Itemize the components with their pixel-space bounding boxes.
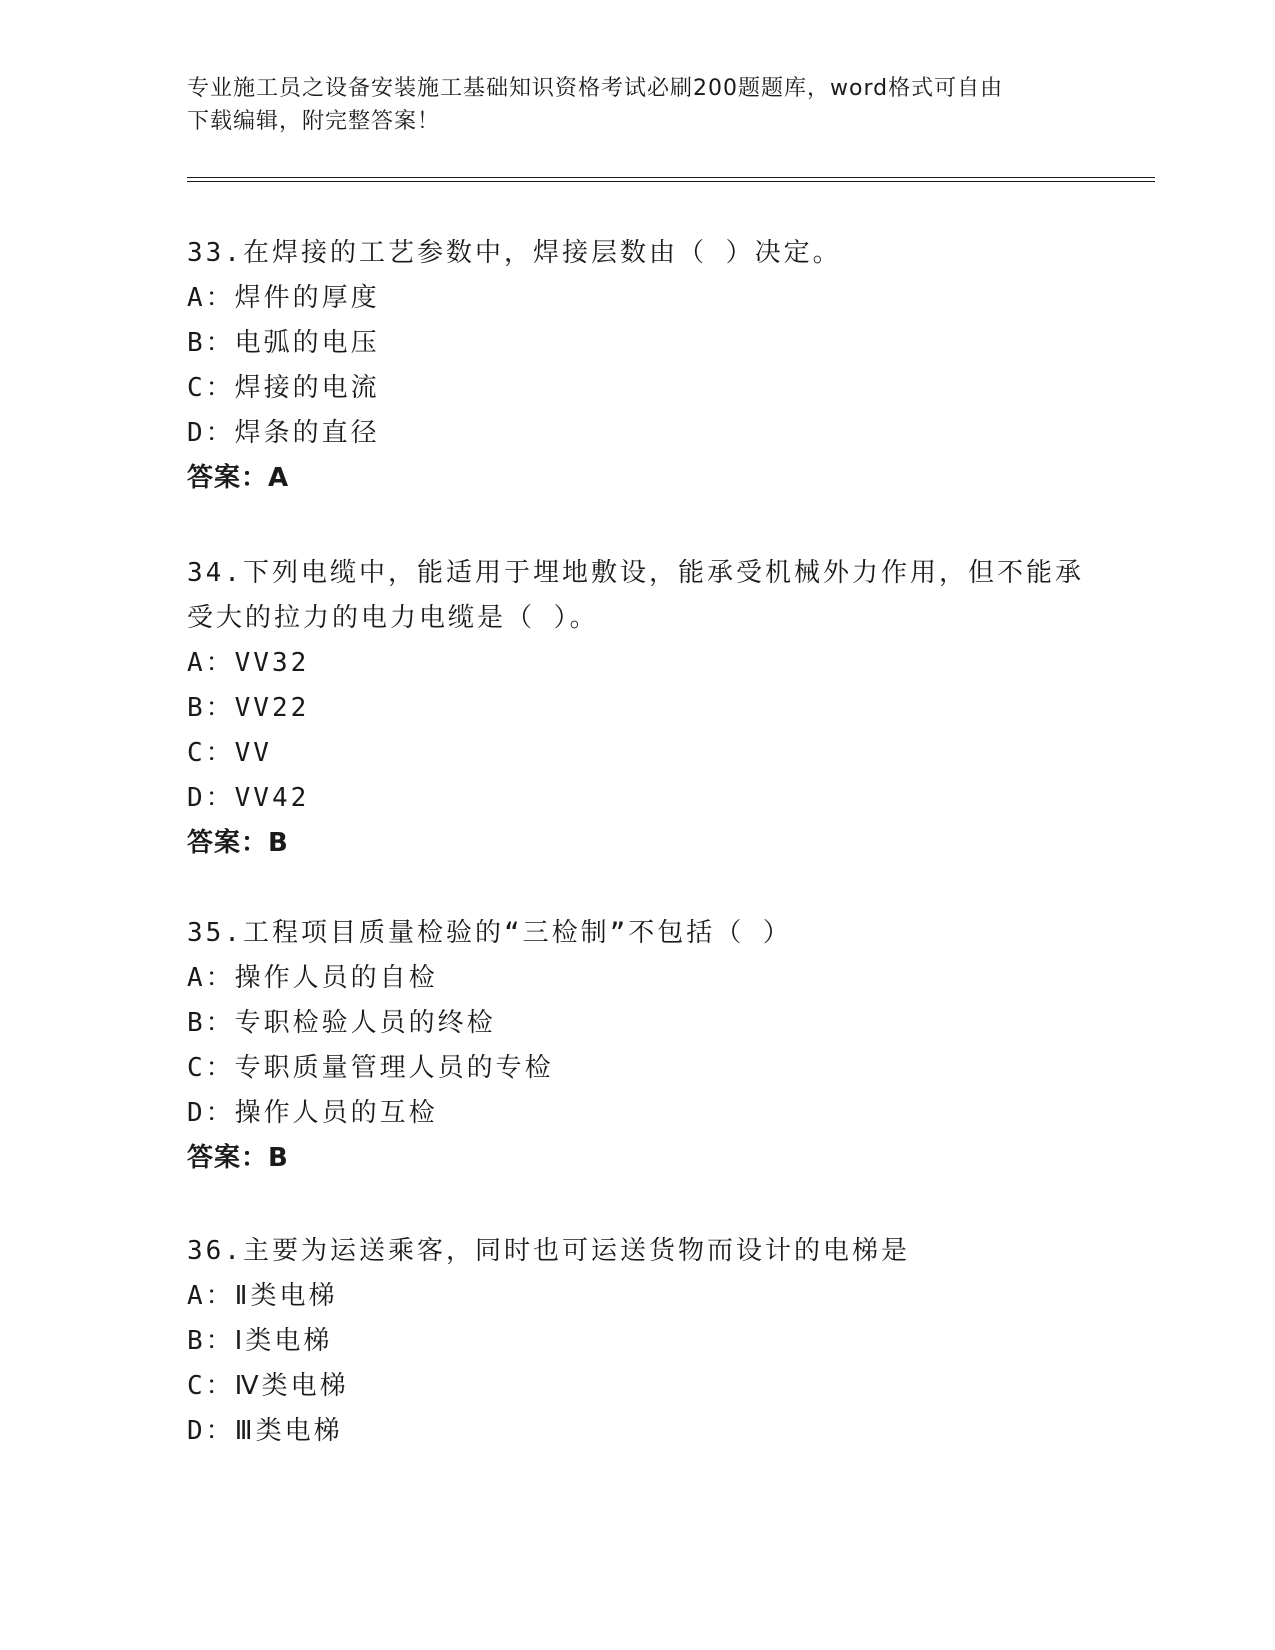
answer-line: 答案：A <box>187 463 290 493</box>
question-33 <box>187 231 1087 501</box>
option-a: A：焊件的厚度 <box>187 283 380 313</box>
option-c: C：焊接的电流 <box>187 373 380 403</box>
option-a: A：VV32 <box>187 648 310 678</box>
question-stem: 35.工程项目质量检验的“三检制”不包括（ ） <box>187 918 792 948</box>
answer-line: 答案：B <box>187 828 289 858</box>
option-a: A：操作人员的自检 <box>187 963 438 993</box>
question-35 <box>187 911 1087 1181</box>
question-stem: 36.主要为运送乘客，同时也可运送货物而设计的电梯是 <box>187 1236 910 1266</box>
option-b: B：专职检验人员的终检 <box>187 1008 496 1038</box>
option-c: C：Ⅳ类电梯 <box>187 1371 349 1401</box>
option-d: D：VV42 <box>187 783 310 813</box>
question-34 <box>187 551 1087 866</box>
option-c: C：VV <box>187 738 272 768</box>
question-stem: 33.在焊接的工艺参数中，焊接层数由（ ）决定。 <box>187 238 842 268</box>
option-d: D：操作人员的互检 <box>187 1098 438 1128</box>
option-c: C：专职质量管理人员的专检 <box>187 1053 554 1083</box>
option-d: D：Ⅲ类电梯 <box>187 1416 343 1446</box>
question-36 <box>187 1229 1087 1454</box>
option-a: A：Ⅱ类电梯 <box>187 1281 338 1311</box>
header-double-rule <box>187 177 1155 182</box>
document-header <box>187 72 1087 138</box>
option-b: B：VV22 <box>187 693 310 723</box>
question-stem: 34.下列电缆中，能适用于埋地敷设，能承受机械外力作用，但不能承 <box>187 558 1084 588</box>
option-d: D：焊条的直径 <box>187 418 380 448</box>
option-b: B：Ⅰ类电梯 <box>187 1326 333 1356</box>
answer-line: 答案：B <box>187 1143 289 1173</box>
question-stem-continued: 受大的拉力的电力电缆是（ ）。 <box>187 603 599 633</box>
option-b: B：电弧的电压 <box>187 328 380 358</box>
header-line-1: 专业施工员之设备安装施工基础知识资格考试必刷200题题库，word格式可自由 <box>187 76 1004 101</box>
header-line-2: 下载编辑，附完整答案！ <box>187 109 441 134</box>
